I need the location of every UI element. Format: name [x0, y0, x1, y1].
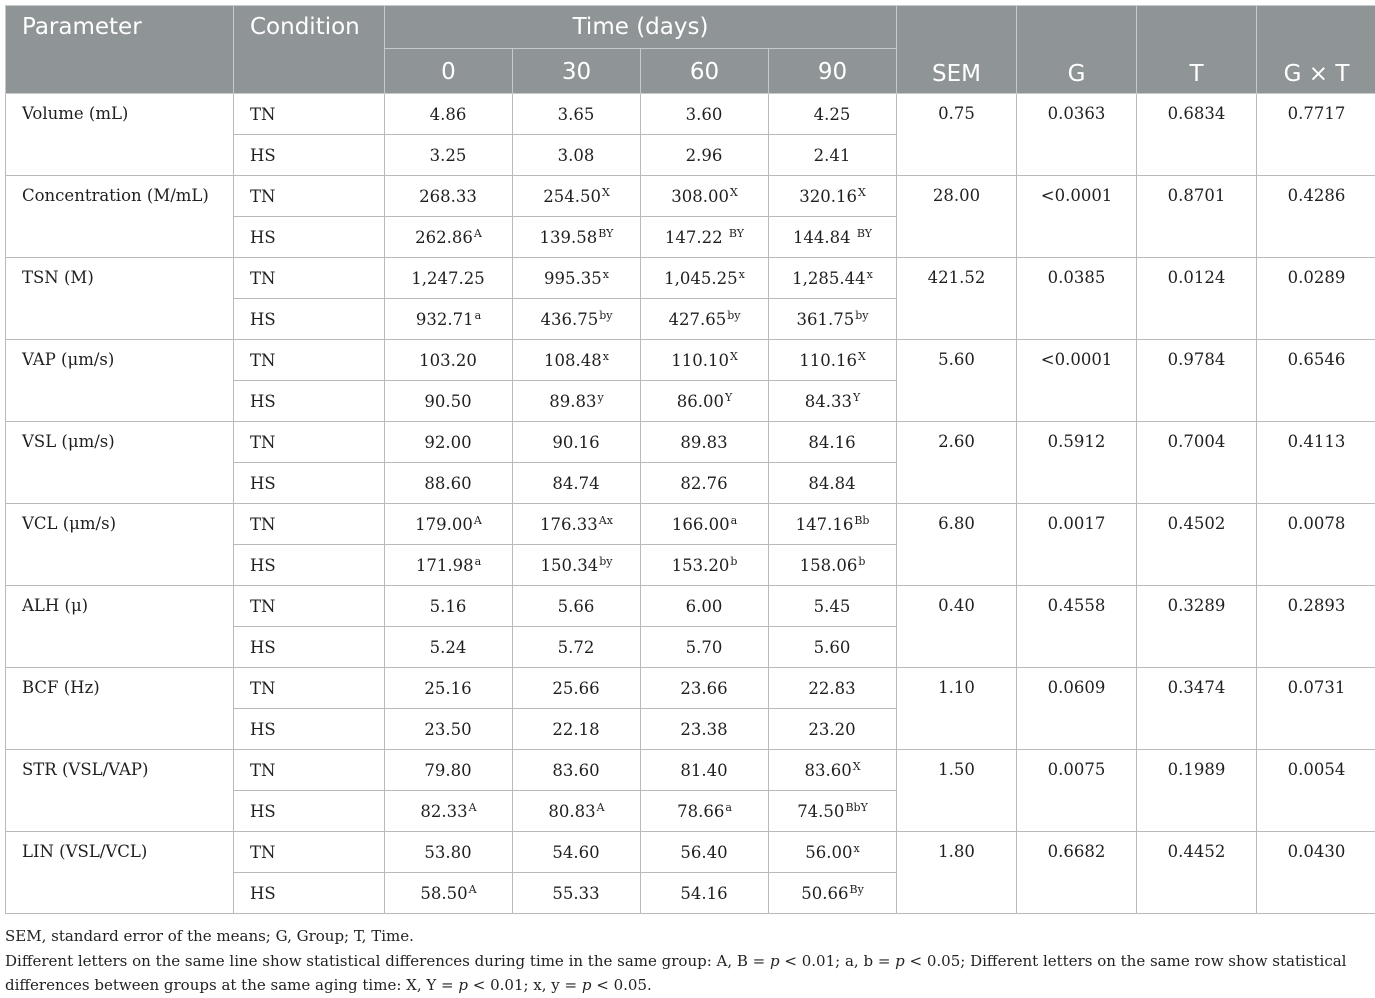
- value-cell: [641, 258, 769, 299]
- value-text: 5.66: [557, 596, 595, 616]
- parameter-cell: Volume (mL): [6, 94, 234, 176]
- condition-cell: HS: [234, 217, 385, 258]
- table-footnotes: [5, 924, 1370, 998]
- header-condition: Condition: [234, 6, 385, 94]
- table-row: [6, 668, 1375, 709]
- value-cell: [513, 340, 641, 381]
- value-text: 153.20: [671, 555, 730, 575]
- value-text: 23.66: [680, 678, 728, 698]
- parameter-cell: STR (VSL/VAP): [6, 750, 234, 832]
- value-cell: [385, 299, 513, 340]
- value-cell: [641, 709, 769, 750]
- value-text: 436.75: [540, 309, 599, 329]
- value-text: 2.41: [813, 145, 851, 165]
- value-text: 22.83: [808, 678, 856, 698]
- value-cell: [385, 873, 513, 914]
- value-text: 320.16: [799, 186, 857, 206]
- significance-letters: Ax: [598, 513, 613, 527]
- value-cell: [641, 545, 769, 586]
- header-sem: SEM: [897, 6, 1017, 94]
- value-text: 23.38: [680, 719, 728, 739]
- value-text: 74.50: [797, 801, 845, 821]
- g-cell: 0.5912: [1017, 422, 1137, 504]
- value-cell: [385, 381, 513, 422]
- value-text: 254.50: [543, 186, 601, 206]
- value-cell: [385, 94, 513, 135]
- value-cell: [513, 627, 641, 668]
- value-text: 1,045.25: [664, 268, 738, 288]
- value-text: 55.33: [552, 883, 600, 903]
- header-time-60: 60: [641, 49, 769, 94]
- gxt-cell: 0.6546: [1257, 340, 1375, 422]
- t-cell: 0.9784: [1137, 340, 1257, 422]
- value-text: 5.60: [813, 637, 851, 657]
- value-cell: [513, 504, 641, 545]
- significance-letters: BY: [728, 226, 745, 240]
- value-text: 82.76: [680, 473, 728, 493]
- value-text: 5.72: [557, 637, 595, 657]
- value-cell: [769, 586, 897, 627]
- significance-letters: By: [849, 882, 864, 896]
- parameter-cell: Concentration (M/mL): [6, 176, 234, 258]
- parameter-cell: VCL (μm/s): [6, 504, 234, 586]
- sem-cell: 0.40: [897, 586, 1017, 668]
- value-cell: [513, 217, 641, 258]
- value-cell: [385, 791, 513, 832]
- value-text: 158.06: [799, 555, 858, 575]
- value-cell: [641, 340, 769, 381]
- significance-letters: a: [730, 513, 738, 527]
- value-cell: [769, 135, 897, 176]
- value-text: 23.50: [424, 719, 472, 739]
- t-cell: 0.0124: [1137, 258, 1257, 340]
- parameter-cell: LIN (VSL/VCL): [6, 832, 234, 914]
- value-cell: [769, 750, 897, 791]
- value-text: 3.60: [685, 104, 723, 124]
- value-text: 56.00: [805, 842, 853, 862]
- value-text: 86.00: [676, 391, 724, 411]
- significance-letters: a: [474, 308, 482, 322]
- t-cell: 0.4452: [1137, 832, 1257, 914]
- value-text: 79.80: [424, 760, 472, 780]
- value-cell: [769, 668, 897, 709]
- significance-letters: A: [468, 800, 477, 814]
- condition-cell: HS: [234, 873, 385, 914]
- value-text: 171.98: [415, 555, 474, 575]
- header-time-days: Time (days): [385, 6, 897, 49]
- value-cell: [513, 873, 641, 914]
- value-text: 176.33: [540, 514, 598, 534]
- value-text: 427.65: [668, 309, 727, 329]
- table-body: [6, 94, 1375, 914]
- header-gxt: G × T: [1257, 6, 1375, 94]
- condition-cell: TN: [234, 422, 385, 463]
- value-cell: [513, 750, 641, 791]
- header-t: T: [1137, 6, 1257, 94]
- value-text: 58.50: [420, 883, 468, 903]
- significance-letters: X: [729, 185, 738, 199]
- value-cell: [769, 832, 897, 873]
- value-cell: [385, 668, 513, 709]
- value-cell: [385, 504, 513, 545]
- gxt-cell: 0.0430: [1257, 832, 1375, 914]
- sem-cell: 2.60: [897, 422, 1017, 504]
- value-text: 262.86: [415, 227, 473, 247]
- value-cell: [385, 463, 513, 504]
- g-cell: 0.0609: [1017, 668, 1137, 750]
- gxt-cell: 0.7717: [1257, 94, 1375, 176]
- condition-cell: HS: [234, 709, 385, 750]
- table-row: [6, 586, 1375, 627]
- significance-letters: X: [857, 349, 866, 363]
- value-text: 23.20: [808, 719, 856, 739]
- condition-cell: TN: [234, 94, 385, 135]
- value-cell: [385, 750, 513, 791]
- value-cell: [769, 422, 897, 463]
- value-cell: [641, 176, 769, 217]
- condition-cell: TN: [234, 504, 385, 545]
- t-cell: 0.4502: [1137, 504, 1257, 586]
- header-parameter: Parameter: [6, 6, 234, 94]
- value-cell: [513, 709, 641, 750]
- gxt-cell: 0.4113: [1257, 422, 1375, 504]
- results-table: [5, 5, 1375, 914]
- value-cell: [513, 94, 641, 135]
- value-text: 108.48: [544, 350, 602, 370]
- value-cell: [641, 381, 769, 422]
- value-cell: [641, 135, 769, 176]
- value-text: 78.66: [677, 801, 725, 821]
- significance-letters: A: [468, 882, 477, 896]
- significance-letters: A: [473, 513, 482, 527]
- value-text: 166.00: [671, 514, 730, 534]
- significance-letters: BY: [856, 226, 873, 240]
- gxt-cell: 0.0289: [1257, 258, 1375, 340]
- t-cell: 0.1989: [1137, 750, 1257, 832]
- value-text: 5.24: [429, 637, 467, 657]
- significance-letters: X: [852, 759, 861, 773]
- value-cell: [769, 94, 897, 135]
- t-cell: 0.6834: [1137, 94, 1257, 176]
- significance-letters: by: [855, 308, 869, 322]
- value-text: 83.60: [804, 760, 852, 780]
- value-cell: [385, 217, 513, 258]
- significance-letters: x: [602, 267, 609, 281]
- value-text: 144.84: [792, 227, 856, 247]
- condition-cell: TN: [234, 668, 385, 709]
- value-text: 110.10: [671, 350, 729, 370]
- significance-letters: b: [858, 554, 866, 568]
- significance-letters: X: [857, 185, 866, 199]
- parameter-cell: TSN (M): [6, 258, 234, 340]
- significance-letters: x: [738, 267, 745, 281]
- value-text: 6.00: [685, 596, 723, 616]
- header-time-0: 0: [385, 49, 513, 94]
- g-cell: 0.0075: [1017, 750, 1137, 832]
- value-cell: [641, 627, 769, 668]
- value-cell: [385, 832, 513, 873]
- value-text: 1,285.44: [792, 268, 866, 288]
- condition-cell: TN: [234, 832, 385, 873]
- significance-letters: a: [725, 800, 732, 814]
- value-text: 89.83: [549, 391, 597, 411]
- value-cell: [641, 668, 769, 709]
- table-row: [6, 422, 1375, 463]
- value-cell: [769, 299, 897, 340]
- footnote-abbreviations: SEM, standard error of the means; G, Group; T, Time.: [5, 927, 414, 945]
- value-text: 150.34: [540, 555, 599, 575]
- condition-cell: HS: [234, 791, 385, 832]
- value-cell: [513, 135, 641, 176]
- value-cell: [513, 463, 641, 504]
- condition-cell: HS: [234, 135, 385, 176]
- value-cell: [769, 217, 897, 258]
- value-text: 2.96: [685, 145, 723, 165]
- value-cell: [769, 258, 897, 299]
- value-text: 4.25: [813, 104, 851, 124]
- value-text: 995.35: [544, 268, 602, 288]
- value-cell: [769, 873, 897, 914]
- value-cell: [641, 504, 769, 545]
- significance-letters: BbY: [845, 800, 868, 814]
- value-text: 53.80: [424, 842, 472, 862]
- parameter-cell: ALH (μ): [6, 586, 234, 668]
- condition-cell: TN: [234, 586, 385, 627]
- value-cell: [769, 176, 897, 217]
- value-text: 84.74: [552, 473, 600, 493]
- value-cell: [641, 586, 769, 627]
- value-text: 25.66: [552, 678, 600, 698]
- header-time-90: 90: [769, 49, 897, 94]
- value-cell: [513, 381, 641, 422]
- value-text: 50.66: [801, 883, 849, 903]
- value-text: 3.25: [429, 145, 467, 165]
- sem-cell: 1.10: [897, 668, 1017, 750]
- value-cell: [513, 422, 641, 463]
- significance-letters: x: [602, 349, 609, 363]
- significance-letters: x: [853, 841, 860, 855]
- value-text: 82.33: [420, 801, 468, 821]
- g-cell: 0.0385: [1017, 258, 1137, 340]
- g-cell: 0.4558: [1017, 586, 1137, 668]
- condition-cell: TN: [234, 340, 385, 381]
- value-cell: [641, 422, 769, 463]
- value-cell: [513, 791, 641, 832]
- value-text: 5.70: [685, 637, 723, 657]
- value-text: 92.00: [424, 432, 472, 452]
- gxt-cell: 0.4286: [1257, 176, 1375, 258]
- value-cell: [385, 135, 513, 176]
- condition-cell: HS: [234, 627, 385, 668]
- significance-letters: y: [597, 390, 604, 404]
- value-cell: [385, 340, 513, 381]
- value-text: 110.16: [799, 350, 857, 370]
- header-g: G: [1017, 6, 1137, 94]
- value-cell: [769, 709, 897, 750]
- value-cell: [641, 299, 769, 340]
- value-text: 84.33: [804, 391, 852, 411]
- table-row: [6, 504, 1375, 545]
- gxt-cell: 0.0078: [1257, 504, 1375, 586]
- condition-cell: HS: [234, 381, 385, 422]
- value-cell: [513, 299, 641, 340]
- table-row: [6, 832, 1375, 873]
- value-cell: [769, 791, 897, 832]
- value-cell: [769, 627, 897, 668]
- value-text: 179.00: [415, 514, 473, 534]
- results-table-container: [5, 5, 1370, 914]
- significance-letters: by: [727, 308, 741, 322]
- significance-letters: Y: [724, 390, 733, 404]
- value-text: 361.75: [796, 309, 855, 329]
- condition-cell: HS: [234, 463, 385, 504]
- sem-cell: 6.80: [897, 504, 1017, 586]
- value-cell: [769, 463, 897, 504]
- sem-cell: 1.80: [897, 832, 1017, 914]
- value-cell: [769, 340, 897, 381]
- value-text: 3.08: [557, 145, 595, 165]
- value-cell: [385, 176, 513, 217]
- parameter-cell: BCF (Hz): [6, 668, 234, 750]
- g-cell: <0.0001: [1017, 176, 1137, 258]
- value-cell: [641, 94, 769, 135]
- gxt-cell: 0.0054: [1257, 750, 1375, 832]
- value-cell: [385, 545, 513, 586]
- significance-letters: Bb: [854, 513, 870, 527]
- table-row: [6, 94, 1375, 135]
- value-text: 54.60: [552, 842, 600, 862]
- value-text: 5.16: [429, 596, 467, 616]
- value-text: 83.60: [552, 760, 600, 780]
- value-text: 90.50: [424, 391, 472, 411]
- t-cell: 0.3289: [1137, 586, 1257, 668]
- significance-letters: a: [474, 554, 482, 568]
- value-text: 54.16: [680, 883, 728, 903]
- g-cell: <0.0001: [1017, 340, 1137, 422]
- value-cell: [513, 668, 641, 709]
- table-row: [6, 750, 1375, 791]
- value-cell: [513, 545, 641, 586]
- value-cell: [385, 258, 513, 299]
- value-cell: [769, 504, 897, 545]
- sem-cell: 421.52: [897, 258, 1017, 340]
- g-cell: 0.0017: [1017, 504, 1137, 586]
- value-text: 90.16: [552, 432, 600, 452]
- value-text: 103.20: [419, 350, 477, 370]
- value-cell: [769, 381, 897, 422]
- value-text: 22.18: [552, 719, 600, 739]
- significance-letters: A: [473, 226, 482, 240]
- value-text: 4.86: [429, 104, 467, 124]
- value-text: 84.16: [808, 432, 856, 452]
- sem-cell: 0.75: [897, 94, 1017, 176]
- significance-letters: by: [599, 308, 613, 322]
- value-text: 84.84: [808, 473, 856, 493]
- table-row: [6, 340, 1375, 381]
- value-text: 88.60: [424, 473, 472, 493]
- table-header: [6, 6, 1375, 94]
- value-text: 147.16: [795, 514, 854, 534]
- parameter-cell: VAP (μm/s): [6, 340, 234, 422]
- footnote-significance: Different letters on the same line show statistical differences during time in the same group: A, B = p < 0.01; a, b = p < 0.05; Different letters on the same row show statistical differences between groups at the same aging time: X, Y = p < 0.01; x, y = p < 0.05.: [5, 951, 1347, 994]
- value-cell: [641, 791, 769, 832]
- value-cell: [385, 709, 513, 750]
- value-cell: [641, 217, 769, 258]
- g-cell: 0.0363: [1017, 94, 1137, 176]
- value-cell: [385, 422, 513, 463]
- table-row: [6, 258, 1375, 299]
- value-text: 268.33: [419, 186, 477, 206]
- g-cell: 0.6682: [1017, 832, 1137, 914]
- value-text: 1,247.25: [411, 268, 485, 288]
- significance-letters: by: [599, 554, 613, 568]
- value-cell: [641, 750, 769, 791]
- gxt-cell: 0.0731: [1257, 668, 1375, 750]
- parameter-cell: VSL (μm/s): [6, 422, 234, 504]
- condition-cell: TN: [234, 750, 385, 791]
- value-text: 139.58: [539, 227, 598, 247]
- value-text: 81.40: [680, 760, 728, 780]
- sem-cell: 28.00: [897, 176, 1017, 258]
- condition-cell: HS: [234, 299, 385, 340]
- value-text: 3.65: [557, 104, 595, 124]
- significance-letters: BY: [598, 226, 614, 240]
- value-text: 56.40: [680, 842, 728, 862]
- significance-letters: Y: [853, 390, 861, 404]
- significance-letters: X: [729, 349, 738, 363]
- significance-letters: A: [596, 800, 605, 814]
- gxt-cell: 0.2893: [1257, 586, 1375, 668]
- value-cell: [513, 586, 641, 627]
- value-cell: [513, 258, 641, 299]
- value-cell: [641, 463, 769, 504]
- value-text: 80.83: [548, 801, 596, 821]
- t-cell: 0.8701: [1137, 176, 1257, 258]
- value-text: 89.83: [680, 432, 728, 452]
- value-cell: [769, 545, 897, 586]
- value-cell: [641, 832, 769, 873]
- significance-letters: X: [601, 185, 610, 199]
- sem-cell: 1.50: [897, 750, 1017, 832]
- value-text: 25.16: [424, 678, 472, 698]
- condition-cell: TN: [234, 258, 385, 299]
- value-cell: [385, 627, 513, 668]
- header-time-30: 30: [513, 49, 641, 94]
- significance-letters: x: [866, 267, 873, 281]
- significance-letters: b: [730, 554, 738, 568]
- value-cell: [513, 176, 641, 217]
- value-text: 147.22: [664, 227, 728, 247]
- value-text: 5.45: [813, 596, 851, 616]
- t-cell: 0.3474: [1137, 668, 1257, 750]
- value-cell: [641, 873, 769, 914]
- condition-cell: TN: [234, 176, 385, 217]
- t-cell: 0.7004: [1137, 422, 1257, 504]
- value-cell: [385, 586, 513, 627]
- condition-cell: HS: [234, 545, 385, 586]
- table-row: [6, 176, 1375, 217]
- value-text: 308.00: [671, 186, 729, 206]
- value-text: 932.71: [415, 309, 474, 329]
- sem-cell: 5.60: [897, 340, 1017, 422]
- value-cell: [513, 832, 641, 873]
